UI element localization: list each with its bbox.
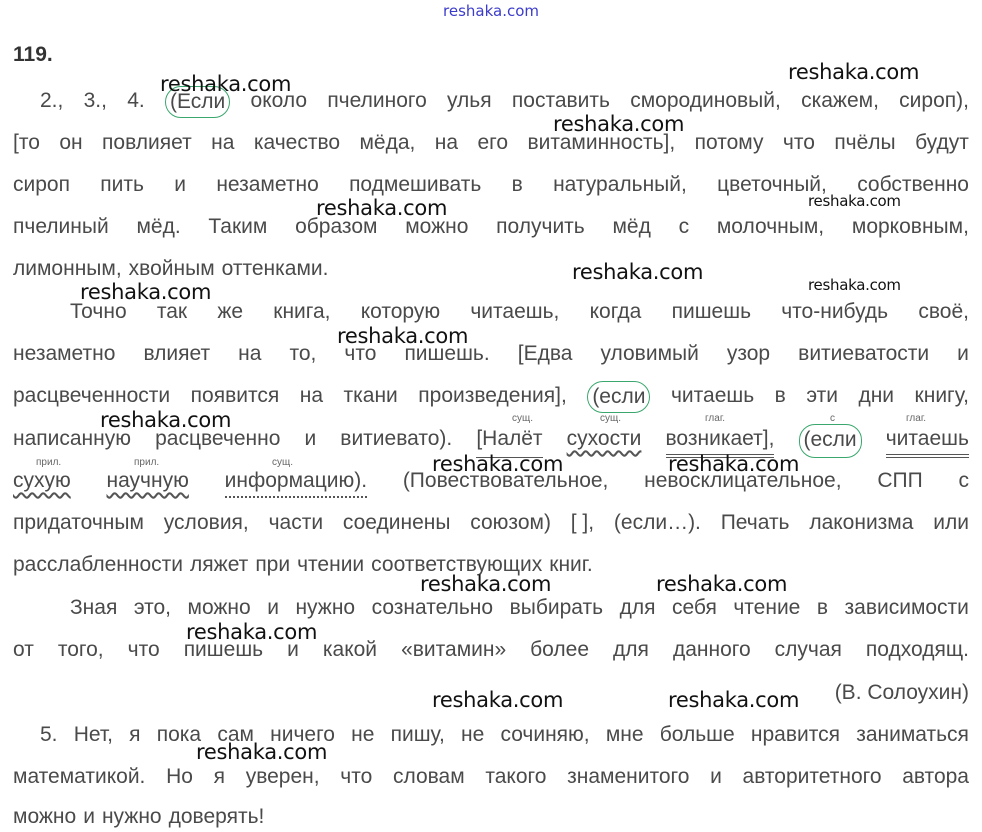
watermark: reshaka.com [572, 260, 704, 284]
watermark: reshaka.com [196, 740, 328, 764]
watermark: reshaka.com [186, 620, 318, 644]
text-line-1: 2., 3., 4. (Если около пчелиного улья поставить смородиновый, скажем, сироп), [40, 86, 969, 118]
watermark: reshaka.com [432, 452, 564, 476]
text-line-17: математикой. Но я уверен, что словам такого знаменитого и авторитетного автора [13, 765, 969, 788]
text-line-13: Зная это, можно и нужно сознательно выбирать для себя чтение в зависимости [70, 596, 969, 619]
text-line-7: незаметно влияет на то, что пишешь. [Едва уловимый узор витиеватости и [13, 342, 969, 365]
tag-adj: прил. [134, 457, 160, 468]
object-dotted: информацию). [225, 466, 367, 498]
watermark: reshaka.com [668, 452, 800, 476]
watermark: reshaka.com [553, 112, 685, 136]
watermark: reshaka.com [808, 276, 901, 294]
text-line-8: расцвеченности появится на ткани произведения], (если читаешь в эти дни книгу, [13, 381, 969, 413]
text-line-14: от того, что пишешь и какой «витамин» более для данного случая подходящ. [13, 638, 969, 661]
watermark: reshaka.com [160, 72, 292, 96]
conjunction-circled: (если [587, 381, 650, 413]
watermark: reshaka.com [432, 688, 564, 712]
watermark: reshaka.com [808, 192, 901, 210]
watermark: reshaka.com [316, 196, 448, 220]
author-name: (В. Солоухин) [834, 681, 969, 704]
tag-conj: с [830, 413, 835, 424]
text-line-16: 5. Нет, я пока сам ничего не пишу, не сочиняю, мне больше нравится заниматься [40, 723, 969, 746]
attribute-wavy: научную [106, 469, 189, 492]
text-line-18: можно и нужно доверять! [13, 805, 265, 828]
tag-adj: прил. [36, 457, 62, 468]
watermark: reshaka.com [80, 280, 212, 304]
tag-noun: сущ. [272, 457, 294, 468]
text-line-2: [то он повлияет на качество мёда, на его витаминность], потому что пчёлы будут [13, 131, 969, 154]
text-line-6: Точно так же книга, которую читаешь, когда пишешь что-нибудь своё, [70, 300, 969, 323]
conjunction-circled: (Если [165, 86, 230, 118]
text-line-11: придаточным условия, части соединены союзом) [ ], (если…). Печать лаконизма или [13, 511, 969, 534]
attribute-wavy: сухую [13, 469, 71, 492]
tag-verb: глаг. [906, 413, 927, 424]
watermark: reshaka.com [100, 408, 232, 432]
watermark: reshaka.com [420, 572, 552, 596]
text-line-4: пчелиный мёд. Таким образом можно получить мёд с молочным, морковным, [13, 215, 969, 238]
text-line-9: написанную расцвеченно и витиевато). [Налёт сухости возникает], (если читаешь [13, 424, 969, 458]
text-line-3: сироп пить и незаметно подмешивать в натуральный, цветочный, собственно [13, 173, 969, 196]
watermark: reshaka.com [656, 572, 788, 596]
watermark: reshaka.com [668, 688, 800, 712]
conjunction-circled: (если [799, 424, 862, 458]
text-line-10: сухую научную информацию). (Повествовательное, невосклицательное, СПП с [13, 466, 969, 498]
predicate-underline: возникает], [666, 424, 775, 458]
predicate-underline: читаешь [886, 424, 969, 458]
subject-underline: [Налёт [476, 424, 542, 458]
exercise-number: 119. [13, 43, 53, 66]
tag-noun: сущ. [512, 413, 534, 424]
attribute-wavy: сухости [566, 427, 642, 450]
tag-verb: глаг. [705, 413, 726, 424]
watermark: reshaka.com [337, 324, 469, 348]
watermark: reshaka.com [788, 60, 920, 84]
text-line-5: лимонным, хвойным оттенками. [13, 257, 329, 280]
tag-noun: сущ. [600, 413, 622, 424]
text-line-12: расслабленности ляжет при чтении соответствующих книг. [13, 553, 593, 576]
site-watermark-top: reshaka.com [443, 2, 539, 20]
